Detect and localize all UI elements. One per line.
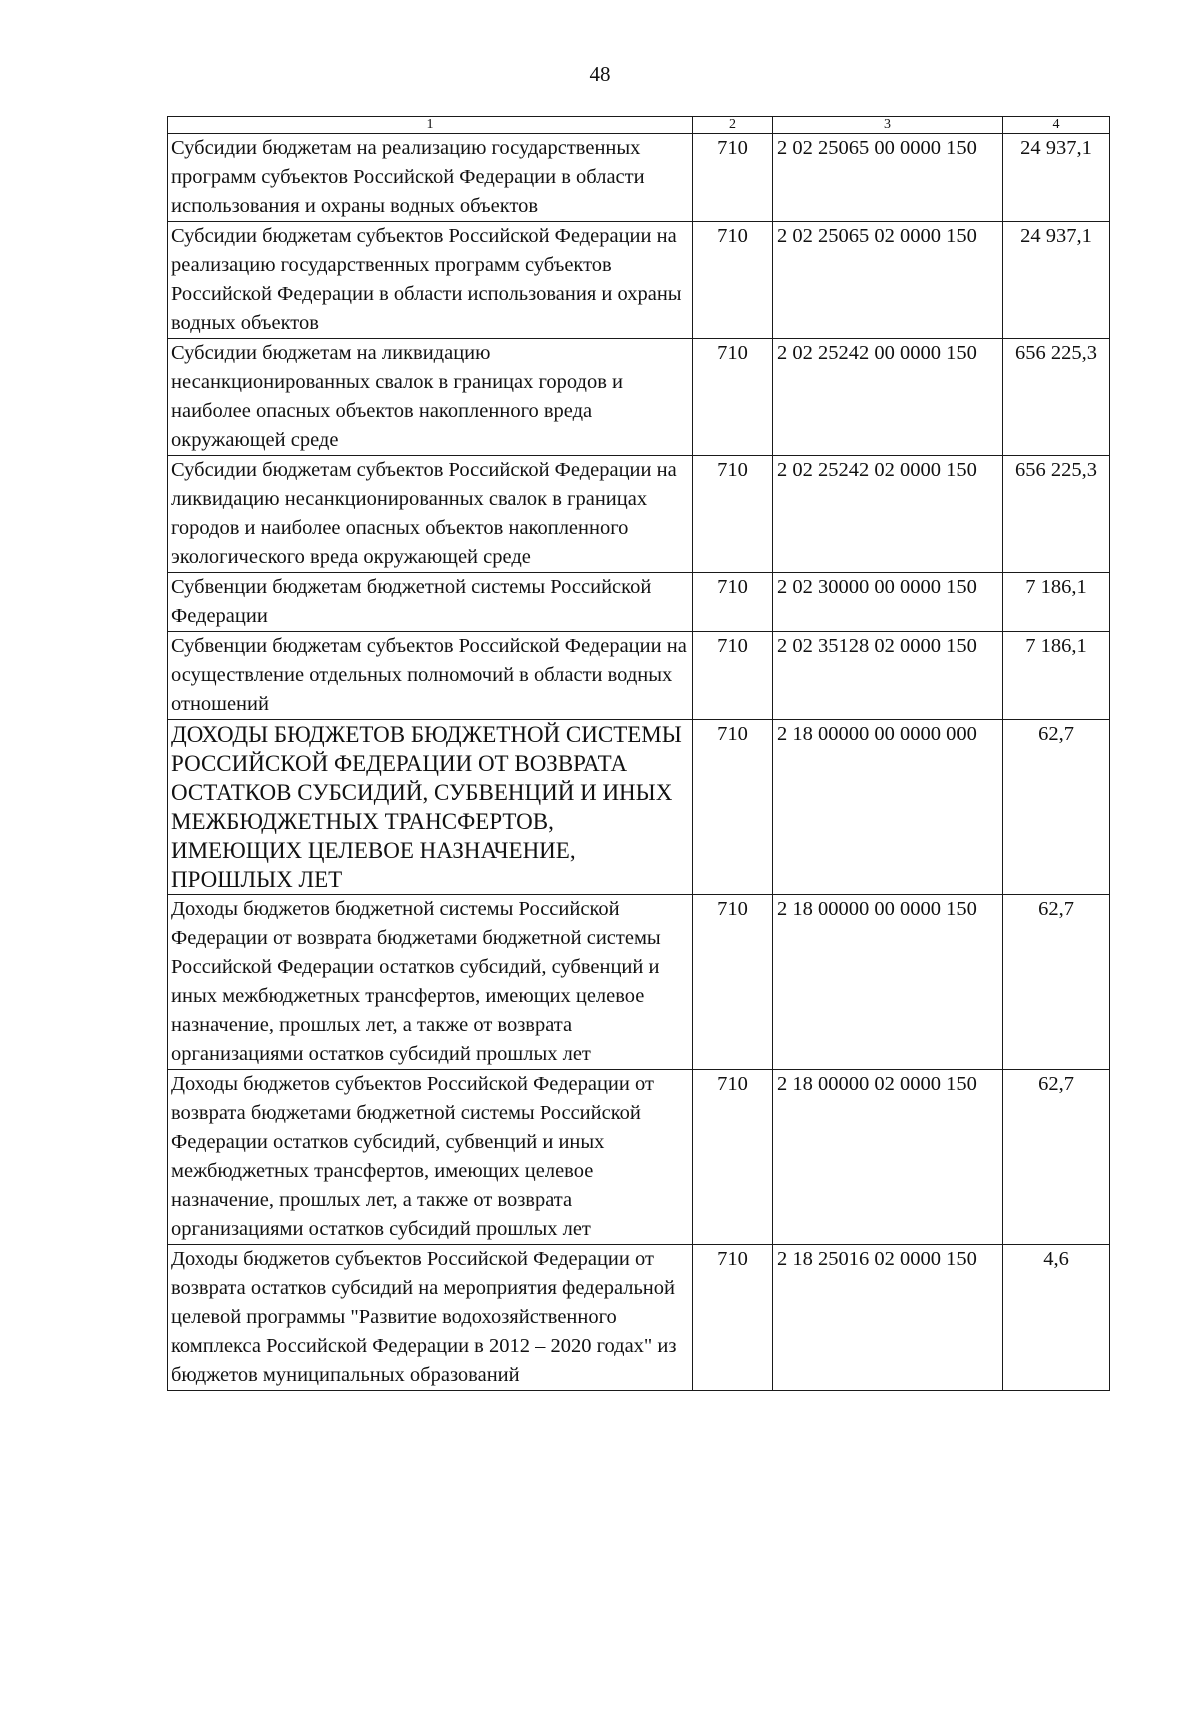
administrator-code: 710 (693, 339, 773, 456)
administrator-code: 710 (693, 573, 773, 632)
income-name: Доходы бюджетов бюджетной системы Российской Федерации от возврата бюджетами бюджетной системы Российской Федерации остатков субсидий, субвенций и иных межбюджетных трансфертов, имеющих целевое назначение, прошлых лет, а также от возврата организациями остатков субсидий прошлых лет (168, 895, 693, 1070)
column-header-1: 1 (168, 117, 693, 134)
table-row (168, 632, 1110, 720)
table-row (168, 1070, 1110, 1245)
amount: 4,6 (1003, 1245, 1110, 1391)
table-row (168, 720, 1110, 895)
income-name: Субсидии бюджетам субъектов Российской Федерации на ликвидацию несанкционированных свалок в границах городов и наиболее опасных объектов накопленного экологического вреда окружающей среде (168, 456, 693, 573)
budget-classification-code: 2 02 25065 00 0000 150 (773, 134, 1003, 222)
table-row (168, 339, 1110, 456)
budget-classification-code: 2 18 00000 00 0000 000 (773, 720, 1003, 895)
administrator-code: 710 (693, 720, 773, 895)
amount: 656 225,3 (1003, 456, 1110, 573)
administrator-code: 710 (693, 222, 773, 339)
page-number: 48 (589, 62, 611, 86)
amount: 62,7 (1003, 895, 1110, 1070)
amount: 7 186,1 (1003, 573, 1110, 632)
table-row (168, 573, 1110, 632)
income-name: Субвенции бюджетам бюджетной системы Российской Федерации (168, 573, 693, 632)
budget-classification-code: 2 02 25065 02 0000 150 (773, 222, 1003, 339)
administrator-code: 710 (693, 1070, 773, 1245)
table-row (168, 1245, 1110, 1391)
table-row (168, 134, 1110, 222)
administrator-code: 710 (693, 895, 773, 1070)
income-name: Доходы бюджетов субъектов Российской Федерации от возврата бюджетами бюджетной системы Российской Федерации остатков субсидий, субвенций и иных межбюджетных трансфертов, имеющих целевое назначение, прошлых лет, а также от возврата организациями остатков субсидий прошлых лет (168, 1070, 693, 1245)
table-header-row (168, 117, 1110, 134)
income-name: Субвенции бюджетам субъектов Российской Федерации на осуществление отдельных полномочий в области водных отношений (168, 632, 693, 720)
amount: 24 937,1 (1003, 134, 1110, 222)
column-header-4: 4 (1003, 117, 1110, 134)
income-name: Субсидии бюджетам на реализацию государственных программ субъектов Российской Федерации в области использования и охраны водных объектов (168, 134, 693, 222)
income-name: Субсидии бюджетам субъектов Российской Федерации на реализацию государственных программ субъектов Российской Федерации в области использования и охраны водных объектов (168, 222, 693, 339)
amount: 656 225,3 (1003, 339, 1110, 456)
budget-classification-code: 2 18 00000 02 0000 150 (773, 1070, 1003, 1245)
administrator-code: 710 (693, 1245, 773, 1391)
income-name: Доходы бюджетов субъектов Российской Федерации от возврата остатков субсидий на мероприятия федеральной целевой программы "Развитие водохозяйственного комплекса Российской Федерации в 2012 – 2020 годах" из бюджетов муниципальных образований (168, 1245, 693, 1391)
budget-classification-code: 2 18 25016 02 0000 150 (773, 1245, 1003, 1391)
budget-classification-code: 2 02 25242 00 0000 150 (773, 339, 1003, 456)
amount: 7 186,1 (1003, 632, 1110, 720)
amount: 24 937,1 (1003, 222, 1110, 339)
income-name: ДОХОДЫ БЮДЖЕТОВ БЮДЖЕТНОЙ СИСТЕМЫ РОССИЙСКОЙ ФЕДЕРАЦИИ ОТ ВОЗВРАТА ОСТАТКОВ СУБСИДИЙ, СУБВЕНЦИЙ И ИНЫХ МЕЖБЮДЖЕТНЫХ ТРАНСФЕРТОВ, ИМЕЮЩИХ ЦЕЛЕВОЕ НАЗНАЧЕНИЕ, ПРОШЛЫХ ЛЕТ (168, 720, 693, 895)
amount: 62,7 (1003, 1070, 1110, 1245)
table-row (168, 222, 1110, 339)
table-row (168, 456, 1110, 573)
column-header-3: 3 (773, 117, 1003, 134)
budget-classification-code: 2 02 25242 02 0000 150 (773, 456, 1003, 573)
administrator-code: 710 (693, 456, 773, 573)
column-header-2: 2 (693, 117, 773, 134)
table-row (168, 895, 1110, 1070)
administrator-code: 710 (693, 134, 773, 222)
budget-classification-code: 2 02 30000 00 0000 150 (773, 573, 1003, 632)
administrator-code: 710 (693, 632, 773, 720)
revenue-table (167, 116, 1110, 1391)
budget-classification-code: 2 02 35128 02 0000 150 (773, 632, 1003, 720)
amount: 62,7 (1003, 720, 1110, 895)
budget-classification-code: 2 18 00000 00 0000 150 (773, 895, 1003, 1070)
income-name: Субсидии бюджетам на ликвидацию несанкционированных свалок в границах городов и наиболее опасных объектов накопленного вреда окружающей среде (168, 339, 693, 456)
